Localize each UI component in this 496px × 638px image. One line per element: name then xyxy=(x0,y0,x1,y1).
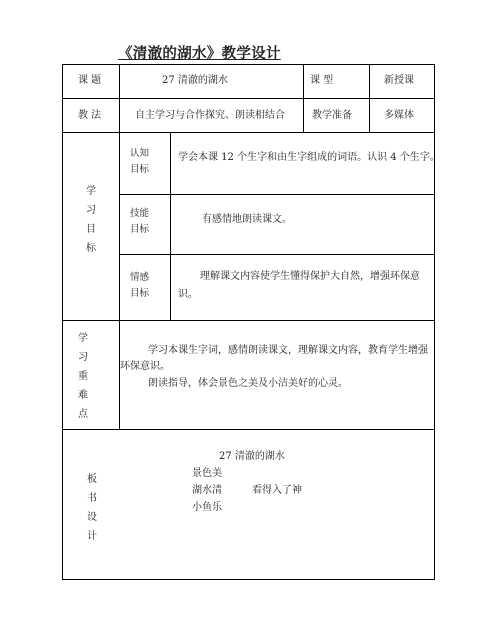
board-line2-left: 湖水清 xyxy=(192,485,222,496)
skill-label-line1: 技能 xyxy=(130,208,150,219)
board-design-label: 板 书 设 计 xyxy=(87,474,97,542)
keypoints-line2: 环保意识。 xyxy=(120,361,170,372)
board-heading: 27 清澈的湖水 xyxy=(219,451,285,462)
emotion-label-line1: 情感 xyxy=(130,272,150,283)
course-label: 课 题 xyxy=(78,75,102,86)
emotion-label-line2: 目标 xyxy=(130,288,150,299)
emotion-objective-text-line2: 识。 xyxy=(178,289,198,300)
course-value: 27 清澈的湖水 xyxy=(162,75,228,86)
keypoints-label: 学 习 重 难 点 xyxy=(78,333,88,420)
board-line3: 小鱼乐 xyxy=(192,502,222,513)
board-line2-right: 看得入了神 xyxy=(252,485,302,496)
document-title: 《清澈的湖水》教学设计 xyxy=(118,46,281,62)
preparation-value: 多媒体 xyxy=(384,110,414,121)
skill-label-line2: 目标 xyxy=(130,224,150,235)
method-value: 自主学习与合作探究、朗读相结合 xyxy=(135,110,285,121)
lesson-plan-table xyxy=(62,64,440,580)
keypoints-line1: 学习本课生字词，感情朗读课文，理解课文内容，教育学生增强 xyxy=(148,345,428,356)
lesson-type-label: 课 型 xyxy=(310,75,334,86)
skill-objective-text: 有感情地朗读课文。 xyxy=(202,214,292,225)
keypoints-line3: 朗读指导，体会景色之美及小洁美好的心灵。 xyxy=(148,378,348,389)
emotion-objective-text-line1: 理解课文内容使学生懂得保护大自然，增强环保意 xyxy=(200,271,420,282)
method-label: 教 法 xyxy=(78,110,102,121)
cognitive-label-line2: 目标 xyxy=(130,164,150,175)
objectives-label: 学 习 目 标 xyxy=(86,186,96,254)
cognitive-objective-text: 学会本课 12 个生字和由生字组成的词语。认识 4 个生字。 xyxy=(178,152,440,163)
cognitive-label-line1: 认知 xyxy=(130,148,150,159)
board-line1: 景色美 xyxy=(192,468,222,479)
lesson-type-value: 新授课 xyxy=(384,75,414,86)
preparation-label: 教学准备 xyxy=(312,110,352,121)
